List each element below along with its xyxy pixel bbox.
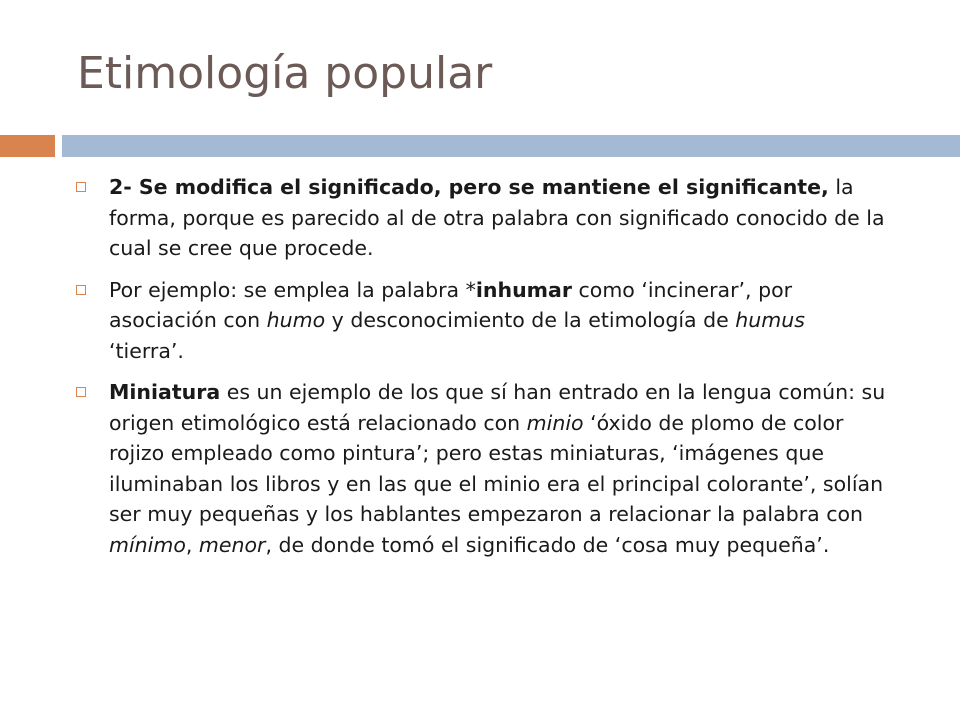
text-run: y desconocimiento de la etimología de: [325, 308, 736, 332]
bullet-text: [109, 175, 885, 260]
text-run: como ‘incinerar’, por asociación con: [109, 277, 793, 332]
text-run: la forma, porque es parecido al de otra palabra con significado conocido de la cual se cree que procede.: [109, 175, 885, 260]
bold-run: Miniatura: [109, 380, 221, 404]
text-run: Por ejemplo: se emplea la palabra *: [109, 277, 476, 302]
text-run: es un ejemplo de los que sí han entrado en la lengua común: su origen etimológico está relacionado con: [109, 380, 886, 435]
bullet-list: [76, 172, 886, 571]
square-bullet-icon: [76, 285, 86, 295]
bullet-item-1: [76, 172, 886, 264]
bold-run: inhumar: [475, 277, 572, 302]
italic-run: minio: [526, 410, 584, 435]
text-run: ‘óxido de plomo de color rojizo empleado como pintura’; pero estas miniaturas, ‘imágenes que iluminaban los libros y en las que el minio era el principal colorante’, solían ser muy pequeñas y los hablantes empezaron a relacionar la palabra con: [109, 410, 884, 526]
bullet-text: [109, 278, 805, 363]
accent-bar: [0, 135, 55, 157]
italic-run: humo: [266, 308, 326, 332]
bold-run: 2- Se modifica el significado, pero se mantiene el significante,: [109, 175, 829, 199]
italic-run: menor: [198, 532, 266, 557]
slide-title: Etimología popular: [77, 48, 493, 99]
bullet-item-2: [76, 275, 886, 367]
text-run: ,: [185, 532, 199, 557]
bullet-text: [109, 380, 885, 557]
italic-run: mínimo: [109, 532, 186, 557]
square-bullet-icon: [76, 387, 86, 397]
italic-run: humus: [735, 308, 805, 332]
square-bullet-icon: [76, 182, 86, 192]
text-run: , de donde tomó el significado de ‘cosa muy pequeña’.: [265, 532, 830, 557]
title-underline-bar: [62, 135, 960, 157]
text-run: ‘tierra’.: [109, 338, 184, 363]
bullet-item-3: [76, 377, 886, 560]
